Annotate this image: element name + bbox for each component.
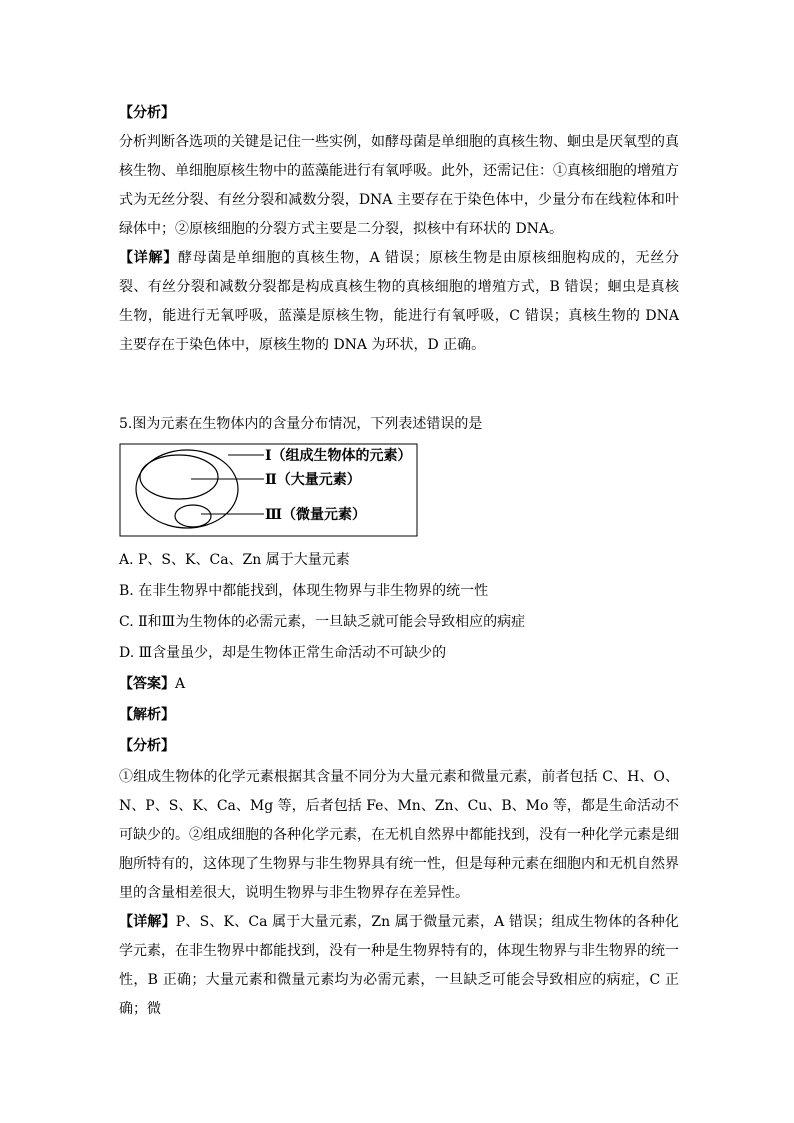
venn-diagram	[119, 443, 419, 538]
q5-options	[119, 545, 679, 762]
label-iii: Ⅲ（微量元素）	[265, 507, 367, 523]
q5-stem-text: 5.图为元素在生物体内的含量分布情况，下列表述错误的是	[119, 416, 483, 432]
q5-stem	[119, 410, 679, 439]
q5-detail	[119, 908, 679, 1024]
q5-detail-text: P、S、K、Ca 属于大量元素，Zn 属于微量元素，A 错误；组成生物体的各种化学元素，在非生物界中都能找到，没有一种是生物界特有的，体现生物界与非生物界的统一性，B 正确；大量元素和微量元素均为必需元素，一旦缺乏可能会导致相应的病症，C 正确；微	[119, 914, 679, 1017]
option-b: B. 在非生物界中都能找到，体现生物界与非生物界的统一性	[119, 583, 489, 599]
ellipse-ii	[140, 455, 218, 499]
q4-explanation	[119, 99, 679, 360]
option-d: D. Ⅲ含量虽少，却是生物体正常生命活动不可缺少的	[119, 645, 447, 661]
element-venn-figure	[119, 443, 419, 538]
q5-answer	[119, 669, 679, 700]
answer-value: A	[175, 676, 186, 692]
q4-detail-text: 酵母菌是单细胞的真核生物，A 错误；原核生物是由原核细胞构成的，无丝分裂、有丝分裂和减数分裂都是构成真核生物的真核细胞的增殖方式，B 错误；蛔虫是真核生物，能进行无氧呼吸，蓝藻是原核生物，能进行有氧呼吸，C 错误；真核生物的 DNA 主要存在于染色体中，原核生物的 DNA 为环状，D 正确。	[119, 250, 679, 353]
q5-explanation	[119, 763, 679, 1024]
q4-detail-heading: 【详解】	[119, 250, 178, 266]
q4-analysis-text: 分析判断各选项的关键是记住一些实例，如酵母菌是单细胞的真核生物、蛔虫是厌氧型的真核生物、单细胞原核生物中的蓝藻能进行有氧呼吸。此外，还需记住：①真核细胞的增殖方式为无丝分裂、有丝分裂和减数分裂，DNA 主要存在于染色体中，少量分布在线粒体和叶绿体中；②原核细胞的分裂方式主要是二分裂，拟核中有环状的 DNA。	[119, 134, 679, 237]
explain-heading: 【解析】	[119, 707, 175, 723]
q5-analysis-heading: 【分析】	[119, 738, 175, 754]
q5-detail-heading: 【详解】	[119, 914, 176, 930]
ellipse-iii	[175, 505, 211, 527]
label-i: Ⅰ（组成生物体的元素）	[265, 448, 412, 464]
q4-analysis-heading: 【分析】	[119, 105, 175, 121]
q4-detail	[119, 244, 679, 360]
q5-analysis-text: ①组成生物体的化学元素根据其含量不同分为大量元素和微量元素，前者包括 C、H、O、N、P、S、K、Ca、Mg 等，后者包括 Fe、Mn、Zn、Cu、B、Mo 等，都是生命活动不可缺少的。②组成细胞的各种化学元素，在无机自然界中都能找到，没有一种化学元素是细胞所特有的，这体现了生物界与非生物界具有统一性，但是每种元素在细胞内和无机自然界里的含量相差很大，说明生物界与非生物界存在差异性。	[119, 769, 679, 901]
option-c: C. Ⅱ和Ⅲ为生物体的必需元素，一旦缺乏就可能会导致相应的病症	[119, 614, 526, 630]
label-ii: Ⅱ（大量元素）	[265, 472, 361, 488]
option-a: A. P、S、K、Ca、Zn 属于大量元素	[119, 552, 350, 568]
answer-heading: 【答案】	[119, 676, 175, 692]
